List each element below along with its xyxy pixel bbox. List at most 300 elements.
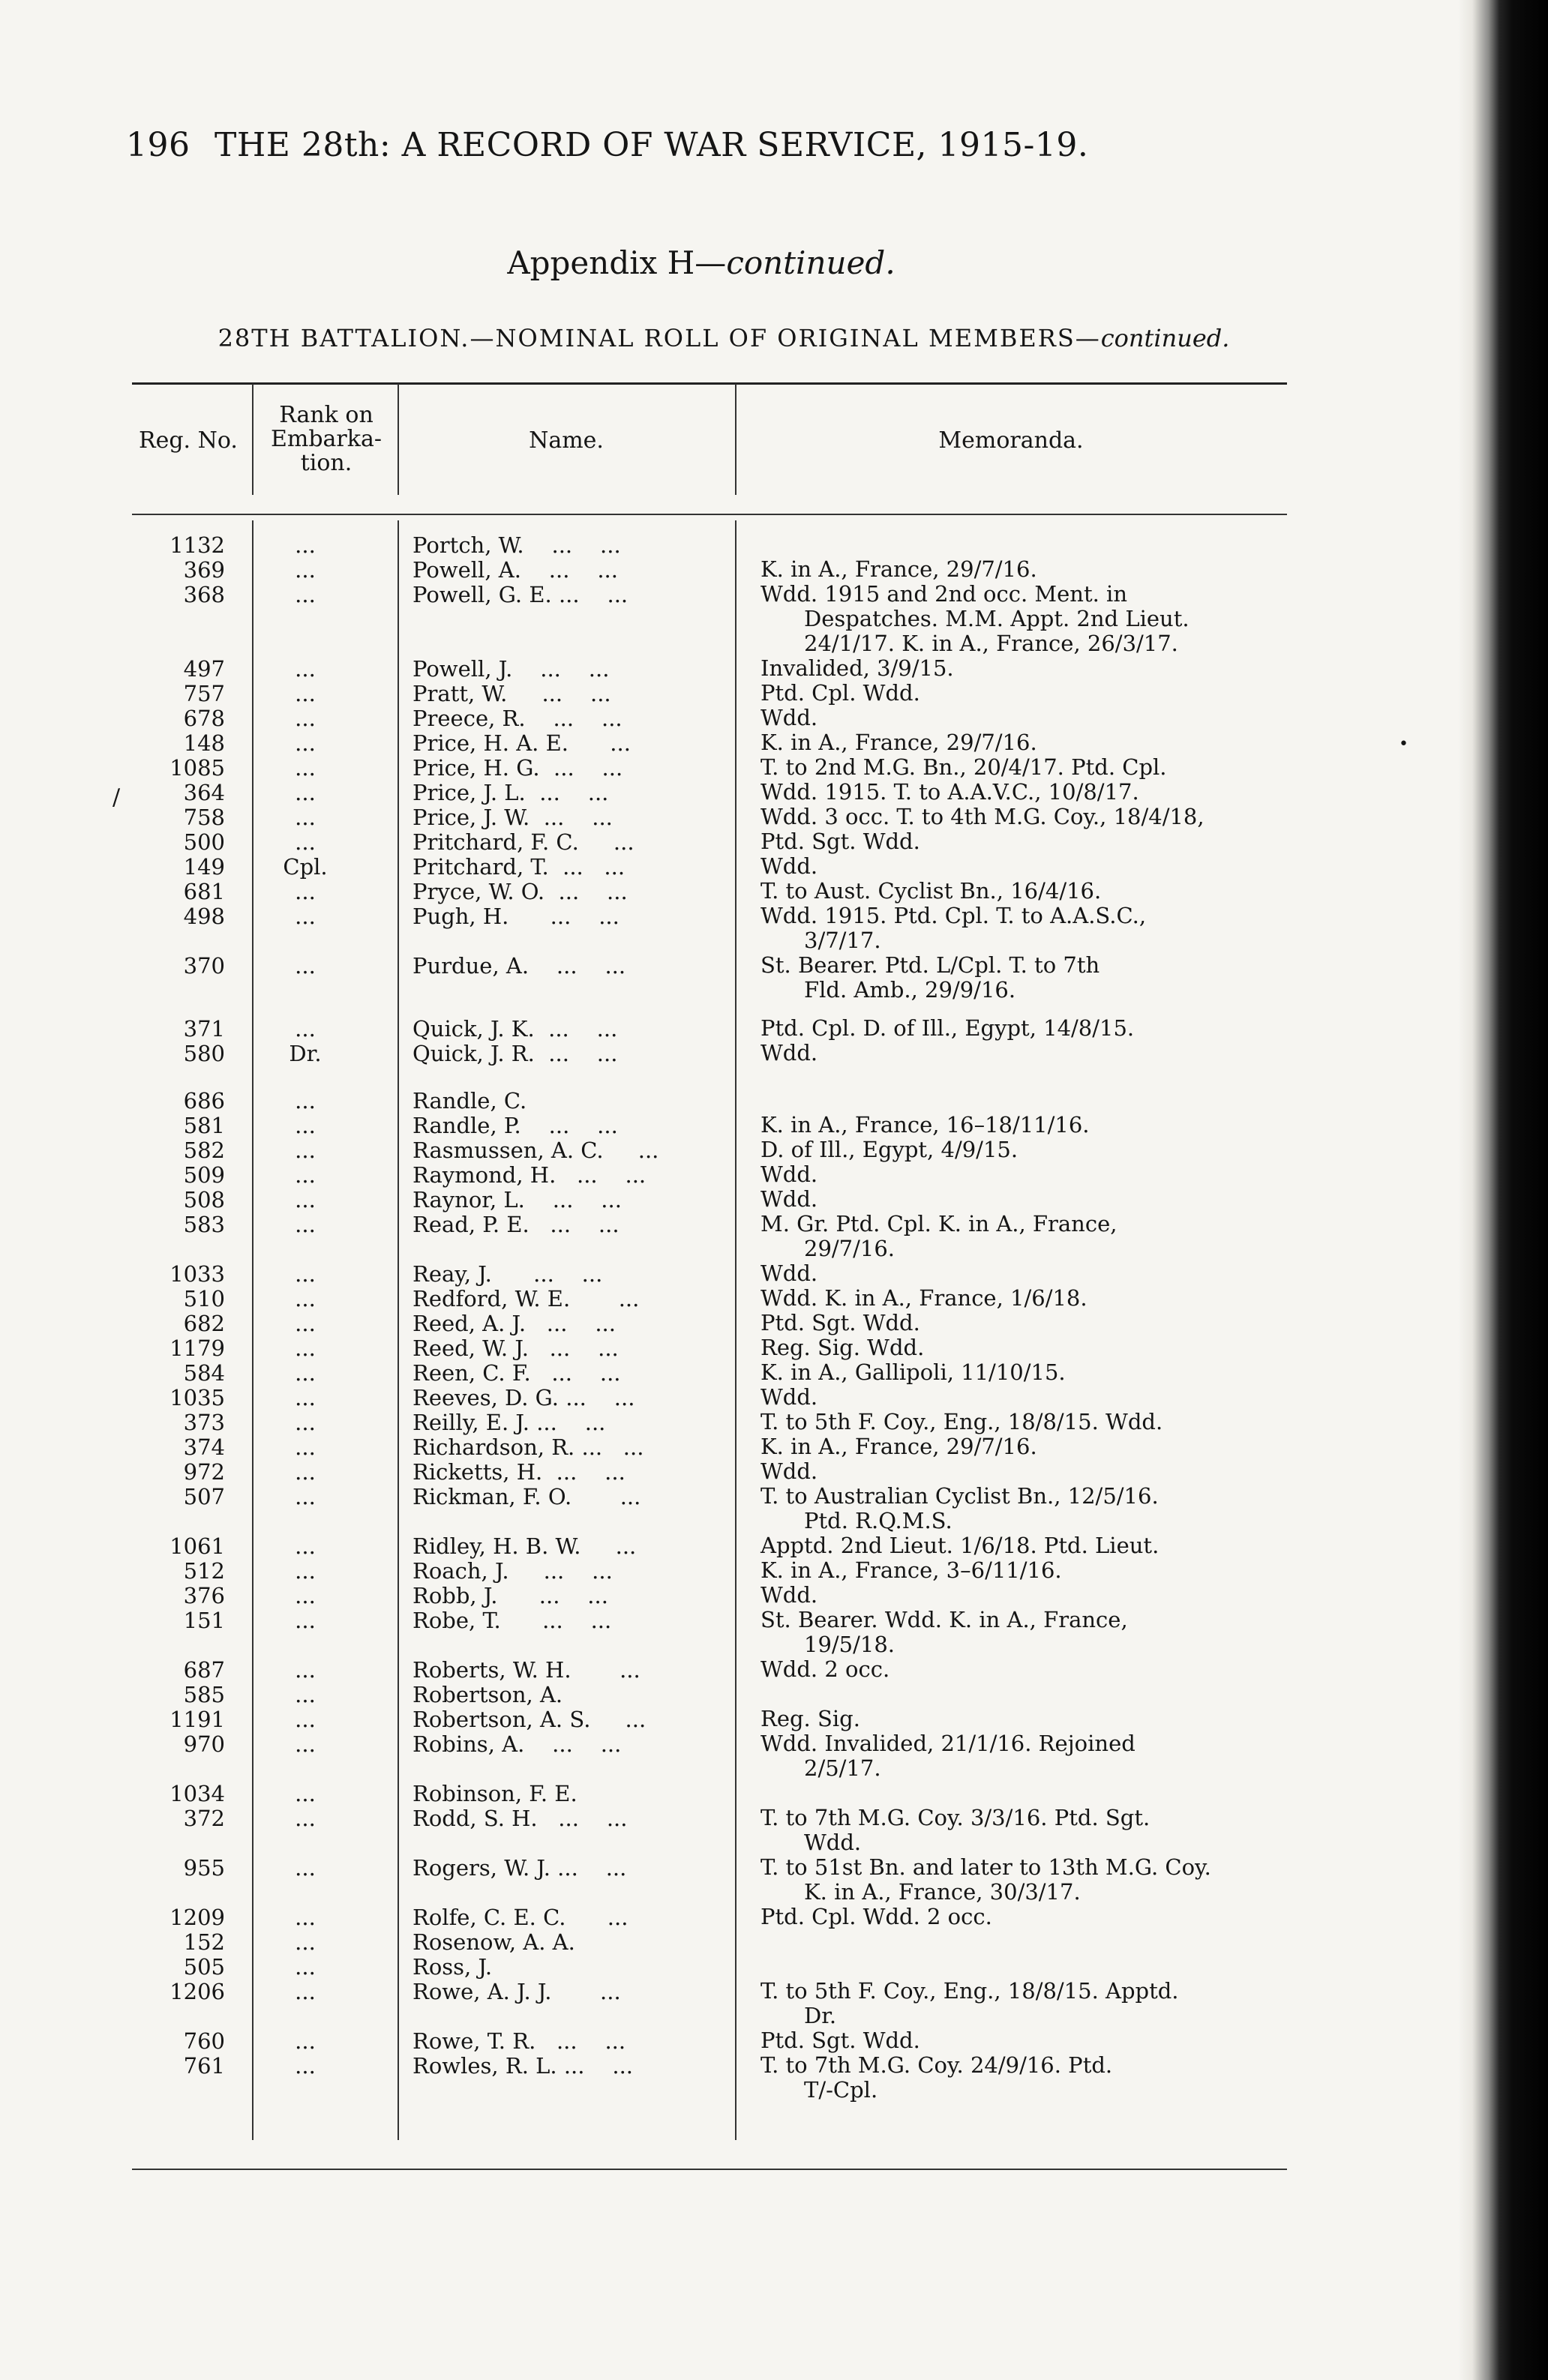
reg-no-cell: 584 bbox=[183, 1360, 225, 1386]
memoranda-cell bbox=[760, 1016, 1413, 1041]
memoranda-line: Wdd. bbox=[760, 1384, 818, 1410]
memoranda-line: Despatches. M.M. Appt. 2nd Lieut. bbox=[804, 606, 1190, 631]
rank-cell: ... bbox=[295, 1583, 316, 1608]
memoranda-line: T. to 5th F. Coy., Eng., 18/8/15. Wdd. bbox=[760, 1409, 1163, 1434]
name-cell: Rowe, A. J. J. ... bbox=[412, 1979, 621, 2004]
memoranda-cell bbox=[760, 879, 1413, 904]
reg-no-cell: 582 bbox=[183, 1138, 225, 1163]
rank-cell: ... bbox=[295, 706, 316, 731]
reg-no-cell: 682 bbox=[183, 1311, 225, 1336]
name-cell: Powell, A. ... ... bbox=[412, 557, 618, 583]
reg-no-cell: 581 bbox=[183, 1113, 225, 1138]
name-cell: Roach, J. ... ... bbox=[412, 1558, 613, 1584]
rank-cell: ... bbox=[295, 879, 316, 904]
reg-no-cell: 1132 bbox=[170, 532, 225, 558]
table-row bbox=[132, 755, 1287, 780]
memoranda-cell bbox=[760, 2053, 1413, 2103]
table-row bbox=[132, 1929, 1287, 1954]
memoranda-line: 2/5/17. bbox=[804, 1755, 881, 1781]
memoranda-line: Wdd. 2 occ. bbox=[760, 1656, 890, 1682]
name-cell: Powell, J. ... ... bbox=[412, 656, 610, 682]
reg-no-cell: 512 bbox=[183, 1558, 225, 1584]
reg-no-cell: 373 bbox=[183, 1410, 225, 1435]
reg-no-cell: 505 bbox=[183, 1954, 225, 1980]
memoranda-line: Ptd. R.Q.M.S. bbox=[804, 1508, 952, 1533]
reg-no-cell: 368 bbox=[183, 582, 225, 607]
table-row bbox=[132, 1041, 1287, 1066]
reg-no-cell: 585 bbox=[183, 1682, 225, 1707]
name-cell: Price, J. L. ... ... bbox=[412, 780, 609, 805]
header-name: Name. bbox=[529, 427, 604, 454]
rank-cell: ... bbox=[295, 1558, 316, 1584]
memoranda-line: 19/5/18. bbox=[804, 1632, 896, 1657]
memoranda-line: St. Bearer. Wdd. K. in A., France, bbox=[760, 1607, 1128, 1632]
name-cell: Robb, J. ... ... bbox=[412, 1583, 608, 1608]
reg-no-cell: 148 bbox=[183, 730, 225, 756]
appendix-title-text: Appendix H— bbox=[507, 244, 727, 281]
appendix-title bbox=[0, 244, 1402, 281]
memoranda-line: Wdd. bbox=[760, 1582, 818, 1608]
memoranda-cell bbox=[760, 730, 1413, 755]
reg-no-cell: 1034 bbox=[170, 1781, 225, 1806]
table-row bbox=[132, 1335, 1287, 1360]
page-number: 196 bbox=[126, 126, 190, 164]
memoranda-line: Ptd. Sgt. Wdd. bbox=[760, 829, 920, 854]
rank-cell: ... bbox=[295, 1484, 316, 1509]
reg-no-cell: 757 bbox=[183, 681, 225, 706]
name-cell: Quick, J. K. ... ... bbox=[412, 1016, 618, 1042]
rank-cell: ... bbox=[295, 1261, 316, 1287]
running-head bbox=[126, 126, 1296, 178]
rank-cell: ... bbox=[295, 1707, 316, 1732]
memoranda-cell bbox=[760, 755, 1413, 780]
rank-cell: ... bbox=[295, 1113, 316, 1138]
table-subheading bbox=[0, 324, 1448, 352]
memoranda-line: K. in A., France, 29/7/16. bbox=[760, 1434, 1037, 1459]
name-cell: Rowe, T. R. ... ... bbox=[412, 2028, 626, 2054]
name-cell: Quick, J. R. ... ... bbox=[412, 1041, 618, 1066]
reg-no-cell: 507 bbox=[183, 1484, 225, 1509]
table-row bbox=[132, 1533, 1287, 1558]
name-cell: Reay, J. ... ... bbox=[412, 1261, 603, 1287]
rank-cell: ... bbox=[295, 755, 316, 781]
name-cell: Portch, W. ... ... bbox=[412, 532, 621, 558]
memoranda-line: K. in A., France, 30/3/17. bbox=[804, 1879, 1081, 1905]
reg-no-cell: 151 bbox=[183, 1608, 225, 1633]
memoranda-line: Ptd. Cpl. Wdd. 2 occ. bbox=[760, 1904, 992, 1929]
reg-no-cell: 369 bbox=[183, 557, 225, 583]
table-row bbox=[132, 1113, 1287, 1138]
memoranda-line: K. in A., Gallipoli, 11/10/15. bbox=[760, 1359, 1066, 1385]
memoranda-line: Wdd. bbox=[760, 1040, 818, 1066]
reg-no-cell: 955 bbox=[183, 1855, 225, 1881]
reg-no-cell: 761 bbox=[183, 2053, 225, 2079]
name-cell: Robins, A. ... ... bbox=[412, 1731, 622, 1757]
name-cell: Pritchard, F. C. ... bbox=[412, 829, 634, 855]
table-row bbox=[132, 582, 1287, 656]
memoranda-line: 24/1/17. K. in A., France, 26/3/17. bbox=[804, 631, 1178, 656]
name-cell: Reilly, E. J. ... ... bbox=[412, 1410, 606, 1435]
memoranda-line: K. in A., France, 3–6/11/16. bbox=[760, 1557, 1062, 1583]
memoranda-cell bbox=[760, 1979, 1413, 2028]
rank-cell: ... bbox=[295, 1016, 316, 1042]
memoranda-line: Wdd. bbox=[760, 705, 818, 730]
memoranda-cell bbox=[760, 1261, 1413, 1286]
name-cell: Pratt, W. ... ... bbox=[412, 681, 611, 706]
name-cell: Reeves, D. G. ... ... bbox=[412, 1385, 635, 1410]
memoranda-line: Wdd. bbox=[760, 1458, 818, 1484]
memoranda-cell bbox=[760, 1806, 1413, 1855]
memoranda-cell bbox=[760, 1360, 1413, 1385]
rank-cell: ... bbox=[295, 1905, 316, 1930]
page-binding-edge bbox=[1458, 0, 1548, 2380]
memoranda-line: Wdd. K. in A., France, 1/6/18. bbox=[760, 1285, 1088, 1311]
table-row bbox=[132, 730, 1287, 755]
rank-cell: ... bbox=[295, 1410, 316, 1435]
name-cell: Rasmussen, A. C. ... bbox=[412, 1138, 659, 1163]
reg-no-cell: 1061 bbox=[170, 1533, 225, 1559]
table-row bbox=[132, 1855, 1287, 1905]
memoranda-line: Wdd. bbox=[760, 853, 818, 879]
nominal-roll-table bbox=[132, 532, 1287, 2103]
reg-no-cell: 371 bbox=[183, 1016, 225, 1042]
table-row bbox=[132, 1360, 1287, 1385]
reg-no-cell: 678 bbox=[183, 706, 225, 731]
memoranda-cell bbox=[760, 1855, 1413, 1905]
rank-cell: ... bbox=[295, 1682, 316, 1707]
table-row bbox=[132, 1088, 1287, 1113]
table-row bbox=[132, 1410, 1287, 1434]
reg-no-cell: 370 bbox=[183, 953, 225, 979]
memoranda-cell bbox=[760, 953, 1413, 1003]
memoranda-line: T. to 51st Bn. and later to 13th M.G. Coy. bbox=[760, 1854, 1211, 1880]
memoranda-cell bbox=[760, 1138, 1413, 1162]
name-cell: Rolfe, C. E. C. ... bbox=[412, 1905, 628, 1930]
reg-no-cell: 374 bbox=[183, 1434, 225, 1460]
reg-no-cell: 1209 bbox=[170, 1905, 225, 1930]
memoranda-line: Wdd. bbox=[760, 1186, 818, 1212]
memoranda-cell bbox=[760, 557, 1413, 582]
memoranda-cell bbox=[760, 1533, 1413, 1558]
table-row bbox=[132, 1434, 1287, 1459]
rank-cell: ... bbox=[295, 1459, 316, 1485]
table-row bbox=[132, 1385, 1287, 1410]
table-row bbox=[132, 1016, 1287, 1041]
reg-no-cell: 376 bbox=[183, 1583, 225, 1608]
reg-no-cell: 152 bbox=[183, 1929, 225, 1955]
reg-no-cell: 760 bbox=[183, 2028, 225, 2054]
rank-cell: ... bbox=[295, 557, 316, 583]
table-row bbox=[132, 1806, 1287, 1855]
memoranda-line: T. to 7th M.G. Coy. 24/9/16. Ptd. bbox=[760, 2052, 1113, 2078]
reg-no-cell: 509 bbox=[183, 1162, 225, 1188]
table-row bbox=[132, 879, 1287, 904]
header-rank-line2: Embarka- bbox=[271, 426, 382, 452]
memoranda-line: Invalided, 3/9/15. bbox=[760, 655, 954, 681]
memoranda-cell bbox=[760, 854, 1413, 879]
memoranda-line: St. Bearer. Ptd. L/Cpl. T. to 7th bbox=[760, 952, 1100, 978]
table-row bbox=[132, 2028, 1287, 2053]
memoranda-line: Wdd. 1915 and 2nd occ. Ment. in bbox=[760, 581, 1128, 607]
table-row bbox=[132, 904, 1287, 953]
rank-cell: ... bbox=[295, 904, 316, 929]
table-row bbox=[132, 681, 1287, 706]
memoranda-line: T. to 5th F. Coy., Eng., 18/8/15. Apptd. bbox=[760, 1978, 1179, 2004]
reg-no-cell: 149 bbox=[183, 854, 225, 880]
memoranda-line: Wdd. bbox=[760, 1260, 818, 1286]
reg-no-cell: 1191 bbox=[170, 1707, 225, 1732]
table-row bbox=[132, 557, 1287, 582]
memoranda-cell bbox=[760, 1731, 1413, 1781]
rank-cell: ... bbox=[295, 681, 316, 706]
name-cell: Price, J. W. ... ... bbox=[412, 805, 613, 830]
memoranda-cell bbox=[760, 1608, 1413, 1657]
reg-no-cell: 1179 bbox=[170, 1335, 225, 1361]
memoranda-cell bbox=[760, 805, 1413, 829]
rank-cell: ... bbox=[295, 780, 316, 805]
table-row bbox=[132, 1657, 1287, 1682]
memoranda-line: Dr. bbox=[804, 2003, 837, 2028]
memoranda-cell bbox=[760, 1583, 1413, 1608]
name-cell: Rodd, S. H. ... ... bbox=[412, 1806, 628, 1831]
memoranda-cell bbox=[760, 2028, 1413, 2053]
reg-no-cell: 508 bbox=[183, 1187, 225, 1212]
reg-no-cell: 372 bbox=[183, 1806, 225, 1831]
name-cell: Redford, W. E. ... bbox=[412, 1286, 640, 1311]
reg-no-cell: 580 bbox=[183, 1041, 225, 1066]
memoranda-line: Reg. Sig. Wdd. bbox=[760, 1335, 925, 1360]
name-cell: Price, H. A. E. ... bbox=[412, 730, 631, 756]
table-row bbox=[132, 953, 1287, 1003]
memoranda-cell bbox=[760, 780, 1413, 805]
memoranda-line: Wdd. Invalided, 21/1/16. Rejoined bbox=[760, 1731, 1136, 1756]
reg-no-cell: 364 bbox=[183, 780, 225, 805]
header-bottom-rule bbox=[132, 514, 1287, 515]
memoranda-line: T. to Aust. Cyclist Bn., 16/4/16. bbox=[760, 878, 1102, 904]
table-row bbox=[132, 805, 1287, 829]
rank-cell: ... bbox=[295, 730, 316, 756]
memoranda-line: 29/7/16. bbox=[804, 1236, 896, 1261]
reg-no-cell: 510 bbox=[183, 1286, 225, 1311]
name-cell: Reed, W. J. ... ... bbox=[412, 1335, 619, 1361]
name-cell: Reen, C. F. ... ... bbox=[412, 1360, 621, 1386]
table-row bbox=[132, 1682, 1287, 1707]
name-cell: Richardson, R. ... ... bbox=[412, 1434, 644, 1460]
memoranda-cell bbox=[760, 1162, 1413, 1187]
name-cell: Rowles, R. L. ... ... bbox=[412, 2053, 634, 2079]
table-row bbox=[132, 1261, 1287, 1286]
rank-cell: Dr. bbox=[289, 1041, 322, 1066]
rank-cell: ... bbox=[295, 805, 316, 830]
table-row bbox=[132, 1311, 1287, 1335]
memoranda-cell bbox=[760, 1113, 1413, 1138]
memoranda-line: Fld. Amb., 29/9/16. bbox=[804, 977, 1016, 1003]
rank-cell: ... bbox=[295, 1979, 316, 2004]
name-cell: Preece, R. ... ... bbox=[412, 706, 622, 731]
table-row bbox=[132, 706, 1287, 730]
reg-no-cell: 687 bbox=[183, 1657, 225, 1683]
memoranda-cell bbox=[760, 1707, 1413, 1731]
memoranda-line: Ptd. Sgt. Wdd. bbox=[760, 2028, 920, 2053]
memoranda-cell bbox=[760, 1558, 1413, 1583]
rank-cell: ... bbox=[295, 2053, 316, 2079]
appendix-continued: continued. bbox=[726, 244, 896, 281]
reg-no-cell: 970 bbox=[183, 1731, 225, 1757]
rank-cell: ... bbox=[295, 1954, 316, 1980]
table-row bbox=[132, 1286, 1287, 1311]
memoranda-cell bbox=[760, 706, 1413, 730]
rank-cell: ... bbox=[295, 1286, 316, 1311]
rank-cell: ... bbox=[295, 2028, 316, 2054]
reg-no-cell: 681 bbox=[183, 879, 225, 904]
header-reg-no: Reg. No. bbox=[139, 427, 238, 454]
table-row bbox=[132, 1187, 1287, 1212]
name-cell: Read, P. E. ... ... bbox=[412, 1212, 620, 1237]
table-row bbox=[132, 1583, 1287, 1608]
memoranda-line: K. in A., France, 29/7/16. bbox=[760, 556, 1037, 582]
rank-cell: ... bbox=[295, 1335, 316, 1361]
reg-no-cell: 1085 bbox=[170, 755, 225, 781]
rank-cell: ... bbox=[295, 1187, 316, 1212]
reg-no-cell: 497 bbox=[183, 656, 225, 682]
memoranda-cell bbox=[760, 1410, 1413, 1434]
memoranda-cell bbox=[760, 1286, 1413, 1311]
memoranda-line: K. in A., France, 16–18/11/16. bbox=[760, 1112, 1090, 1138]
memoranda-cell bbox=[760, 681, 1413, 706]
rank-cell: ... bbox=[295, 1138, 316, 1163]
table-row bbox=[132, 2053, 1287, 2103]
memoranda-line: 3/7/17. bbox=[804, 928, 881, 953]
rank-cell: ... bbox=[295, 582, 316, 607]
table-row bbox=[132, 1162, 1287, 1187]
memoranda-cell bbox=[760, 1212, 1413, 1261]
rank-cell: ... bbox=[295, 1385, 316, 1410]
name-cell: Robe, T. ... ... bbox=[412, 1608, 612, 1633]
reg-no-cell: 972 bbox=[183, 1459, 225, 1485]
table-row bbox=[132, 656, 1287, 681]
table-row bbox=[132, 780, 1287, 805]
memoranda-line: T. to 7th M.G. Coy. 3/3/16. Ptd. Sgt. bbox=[760, 1805, 1150, 1830]
name-cell: Reed, A. J. ... ... bbox=[412, 1311, 616, 1336]
rank-cell: ... bbox=[295, 953, 316, 979]
table-row bbox=[132, 1979, 1287, 2028]
memoranda-cell bbox=[760, 1041, 1413, 1066]
name-cell: Randle, C. bbox=[412, 1088, 527, 1114]
memoranda-line: Ptd. Cpl. Wdd. bbox=[760, 680, 920, 706]
reg-no-cell: 500 bbox=[183, 829, 225, 855]
memoranda-cell bbox=[760, 829, 1413, 854]
memoranda-line: Apptd. 2nd Lieut. 1/6/18. Ptd. Lieut. bbox=[760, 1533, 1160, 1558]
margin-mark: / bbox=[112, 784, 121, 811]
memoranda-cell bbox=[760, 904, 1413, 953]
reg-no-cell: 1035 bbox=[170, 1385, 225, 1410]
reg-no-cell: 1033 bbox=[170, 1261, 225, 1287]
rank-cell: ... bbox=[295, 532, 316, 558]
name-cell: Pritchard, T. ... ... bbox=[412, 854, 626, 880]
table-bottom-rule bbox=[132, 2169, 1287, 2170]
table-row bbox=[132, 1608, 1287, 1657]
subheading-continued: continued. bbox=[1100, 324, 1230, 352]
memoranda-cell bbox=[760, 1657, 1413, 1682]
running-title: THE 28th: A RECORD OF WAR SERVICE, 1915-19. bbox=[214, 126, 1089, 164]
memoranda-cell bbox=[760, 1434, 1413, 1459]
name-cell: Ridley, H. B. W. ... bbox=[412, 1533, 637, 1559]
name-cell: Ricketts, H. ... ... bbox=[412, 1459, 626, 1485]
memoranda-cell bbox=[760, 656, 1413, 681]
name-cell: Raymond, H. ... ... bbox=[412, 1162, 646, 1188]
rank-cell: ... bbox=[295, 1855, 316, 1881]
memoranda-line: Wdd. bbox=[804, 1830, 862, 1855]
table-row bbox=[132, 532, 1287, 557]
name-cell: Purdue, A. ... ... bbox=[412, 953, 626, 979]
name-cell: Robertson, A. bbox=[412, 1682, 563, 1707]
memoranda-line: K. in A., France, 29/7/16. bbox=[760, 730, 1037, 755]
rank-cell: ... bbox=[295, 1212, 316, 1237]
reg-no-cell: 686 bbox=[183, 1088, 225, 1114]
reg-no-cell: 498 bbox=[183, 904, 225, 929]
reg-no-cell: 1206 bbox=[170, 1979, 225, 2004]
memoranda-line: Wdd. 1915. Ptd. Cpl. T. to A.A.S.C., bbox=[760, 903, 1147, 928]
table-row bbox=[132, 854, 1287, 879]
rank-cell: ... bbox=[295, 1533, 316, 1559]
header-rank-line3: tion. bbox=[300, 450, 352, 476]
name-cell: Robinson, F. E. bbox=[412, 1781, 578, 1806]
memoranda-line: Wdd. 3 occ. T. to 4th M.G. Coy., 18/4/18, bbox=[760, 804, 1204, 829]
name-cell: Powell, G. E. ... ... bbox=[412, 582, 628, 607]
memoranda-line: Wdd. 1915. T. to A.A.V.C., 10/8/17. bbox=[760, 779, 1139, 805]
table-row bbox=[132, 1707, 1287, 1731]
table-row bbox=[132, 1781, 1287, 1806]
name-cell: Rosenow, A. A. bbox=[412, 1929, 575, 1955]
reg-no-cell: 583 bbox=[183, 1212, 225, 1237]
rank-cell: ... bbox=[295, 1657, 316, 1683]
margin-dot: • bbox=[1399, 735, 1408, 754]
rank-cell: ... bbox=[295, 1781, 316, 1806]
memoranda-cell bbox=[760, 1459, 1413, 1484]
name-cell: Rogers, W. J. ... ... bbox=[412, 1855, 627, 1881]
memoranda-line: T/-Cpl. bbox=[804, 2077, 878, 2103]
name-cell: Randle, P. ... ... bbox=[412, 1113, 618, 1138]
memoranda-cell bbox=[760, 1484, 1413, 1533]
rank-cell: ... bbox=[295, 1360, 316, 1386]
header-rank bbox=[255, 403, 398, 475]
rank-cell: ... bbox=[295, 1731, 316, 1757]
name-cell: Ross, J. bbox=[412, 1954, 493, 1980]
rank-cell: ... bbox=[295, 1929, 316, 1955]
name-cell: Price, H. G. ... ... bbox=[412, 755, 623, 781]
table-row bbox=[132, 1905, 1287, 1929]
memoranda-line: D. of Ill., Egypt, 4/9/15. bbox=[760, 1137, 1018, 1162]
reg-no-cell: 758 bbox=[183, 805, 225, 830]
table-row bbox=[132, 829, 1287, 854]
name-cell: Pugh, H. ... ... bbox=[412, 904, 620, 929]
rank-cell: ... bbox=[295, 1088, 316, 1114]
header-rank-line1: Rank on bbox=[279, 402, 374, 428]
table-row bbox=[132, 1459, 1287, 1484]
memoranda-line: Reg. Sig. bbox=[760, 1706, 860, 1731]
memoranda-cell bbox=[760, 1385, 1413, 1410]
table-row bbox=[132, 1558, 1287, 1583]
rank-cell: ... bbox=[295, 1311, 316, 1336]
subheading-text: 28TH BATTALION.—NOMINAL ROLL OF ORIGINAL MEMBERS— bbox=[218, 324, 1101, 352]
memoranda-line: Ptd. Cpl. D. of Ill., Egypt, 14/8/15. bbox=[760, 1015, 1135, 1041]
memoranda-cell bbox=[760, 1187, 1413, 1212]
memoranda-line: Ptd. Sgt. Wdd. bbox=[760, 1310, 920, 1335]
memoranda-line: T. to Australian Cyclist Bn., 12/5/16. bbox=[760, 1483, 1159, 1509]
name-cell: Robertson, A. S. ... bbox=[412, 1707, 646, 1732]
rank-cell: ... bbox=[295, 1608, 316, 1633]
memoranda-line: T. to 2nd M.G. Bn., 20/4/17. Ptd. Cpl. bbox=[760, 754, 1167, 780]
